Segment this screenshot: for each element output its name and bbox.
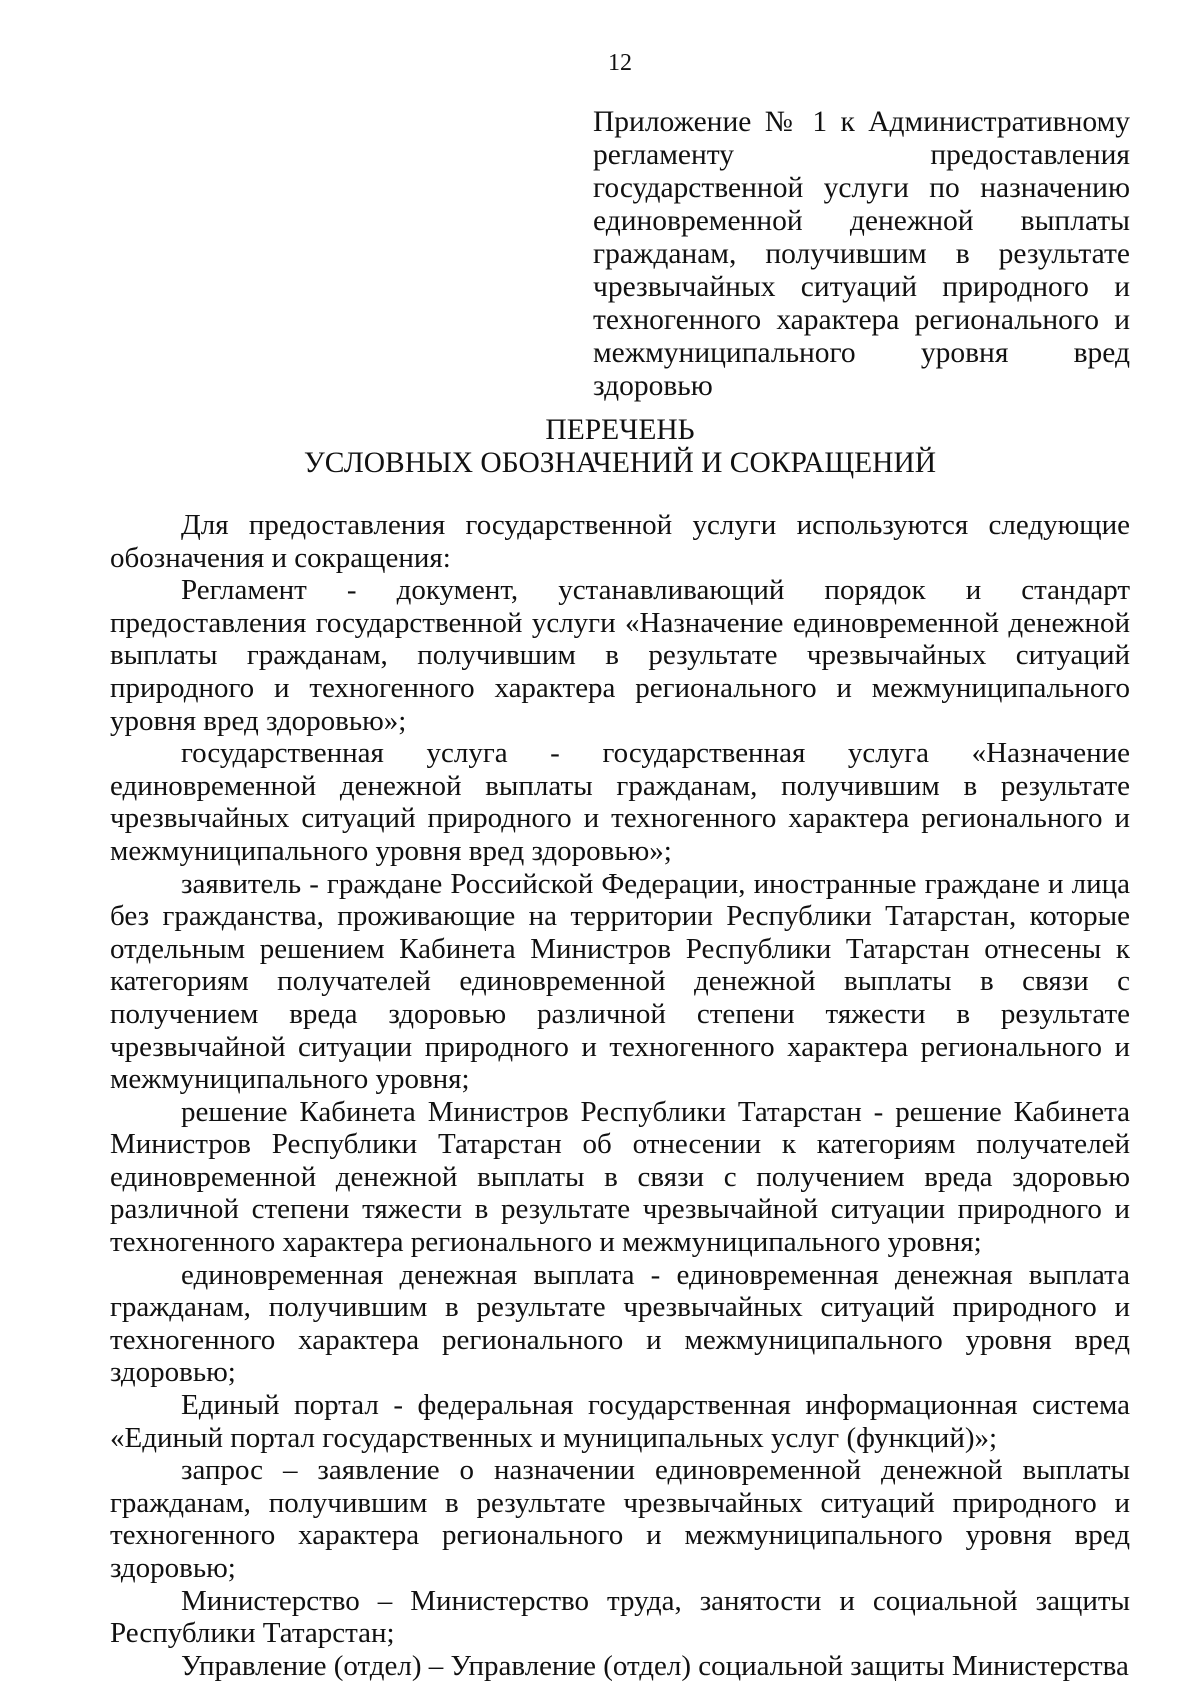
definition-unified-portal: Единый портал - федеральная государственная информационная система «Единый портал государственных и муниципальных услуг (функций)»;	[110, 1389, 1130, 1454]
definition-lump-sum-payment: единовременная денежная выплата - единовременная денежная выплата гражданам, получившим в результате чрезвычайных ситуаций природного и техногенного характера регионального и межмуниципального уровня вред здоровью;	[110, 1258, 1130, 1389]
definition-cabinet-decision: решение Кабинета Министров Республики Татарстан - решение Кабинета Министров Республики Татарстан об отнесении к категориям получателей единовременной денежной выплаты в связи с получением вреда здоровью различной степени тяжести в результате чрезвычайной ситуации природного и техногенного характера регионального и межмуниципального уровня;	[110, 1095, 1130, 1259]
page-number: 12	[608, 50, 632, 76]
definition-applicant: заявитель - граждане Российской Федерации, иностранные граждане и лица без гражданства, проживающие на территории Республики Татарстан, которые отдельным решением Кабинета Министров Республики Татарстан отнесены к категориям получателей единовременной денежной выплаты в связи с получением вреда здоровью различной степени тяжести в результате чрезвычайной ситуации природного и техногенного характера регионального и межмуниципального уровня;	[110, 867, 1130, 1096]
title-line-1: ПЕРЕЧЕНЬ	[545, 414, 695, 446]
intro-paragraph: Для предоставления государственной услуги используются следующие обозначения и сокращения:	[110, 509, 1130, 574]
definition-ministry: Министерство – Министерство труда, занятости и социальной защиты Республики Татарстан;	[110, 1584, 1130, 1650]
definition-reglament: Регламент - документ, устанавливающий порядок и стандарт предоставления государственной услуги «Назначение единовременной денежной выплаты гражданам, получившим в результате чрезвычайных ситуаций природного и техногенного характера регионального и межмуниципального уровня вред здоровью»;	[110, 574, 1130, 737]
definition-state-service: государственная услуга - государственная услуга «Назначение единовременной денежной выплаты гражданам, получившим в результате чрезвычайных ситуаций природного и техногенного характера регионального и межмуниципального уровня вред здоровью»;	[110, 737, 1130, 867]
definition-request: запрос – заявление о назначении единовременной денежной выплаты гражданам, получившим в результате чрезвычайных ситуаций природного и техногенного характера регионального и межмуниципального уровня вред здоровью;	[110, 1454, 1130, 1584]
definitions-list	[110, 509, 1130, 1682]
document-title	[0, 414, 1200, 480]
appendix-reference: Приложение № 1 к Административному регламенту предоставления государственной услуги по назначению единовременной денежной выплаты гражданам, получившим в результате чрезвычайных ситуаций природного и техногенного характера регионального и межмуниципального уровня вред здоровью	[593, 106, 1130, 402]
title-line-2: УСЛОВНЫХ ОБОЗНАЧЕНИЙ И СОКРАЩЕНИЙ	[303, 447, 937, 479]
definition-department: Управление (отдел) – Управление (отдел) социальной защиты Министерства	[181, 1649, 1129, 1682]
